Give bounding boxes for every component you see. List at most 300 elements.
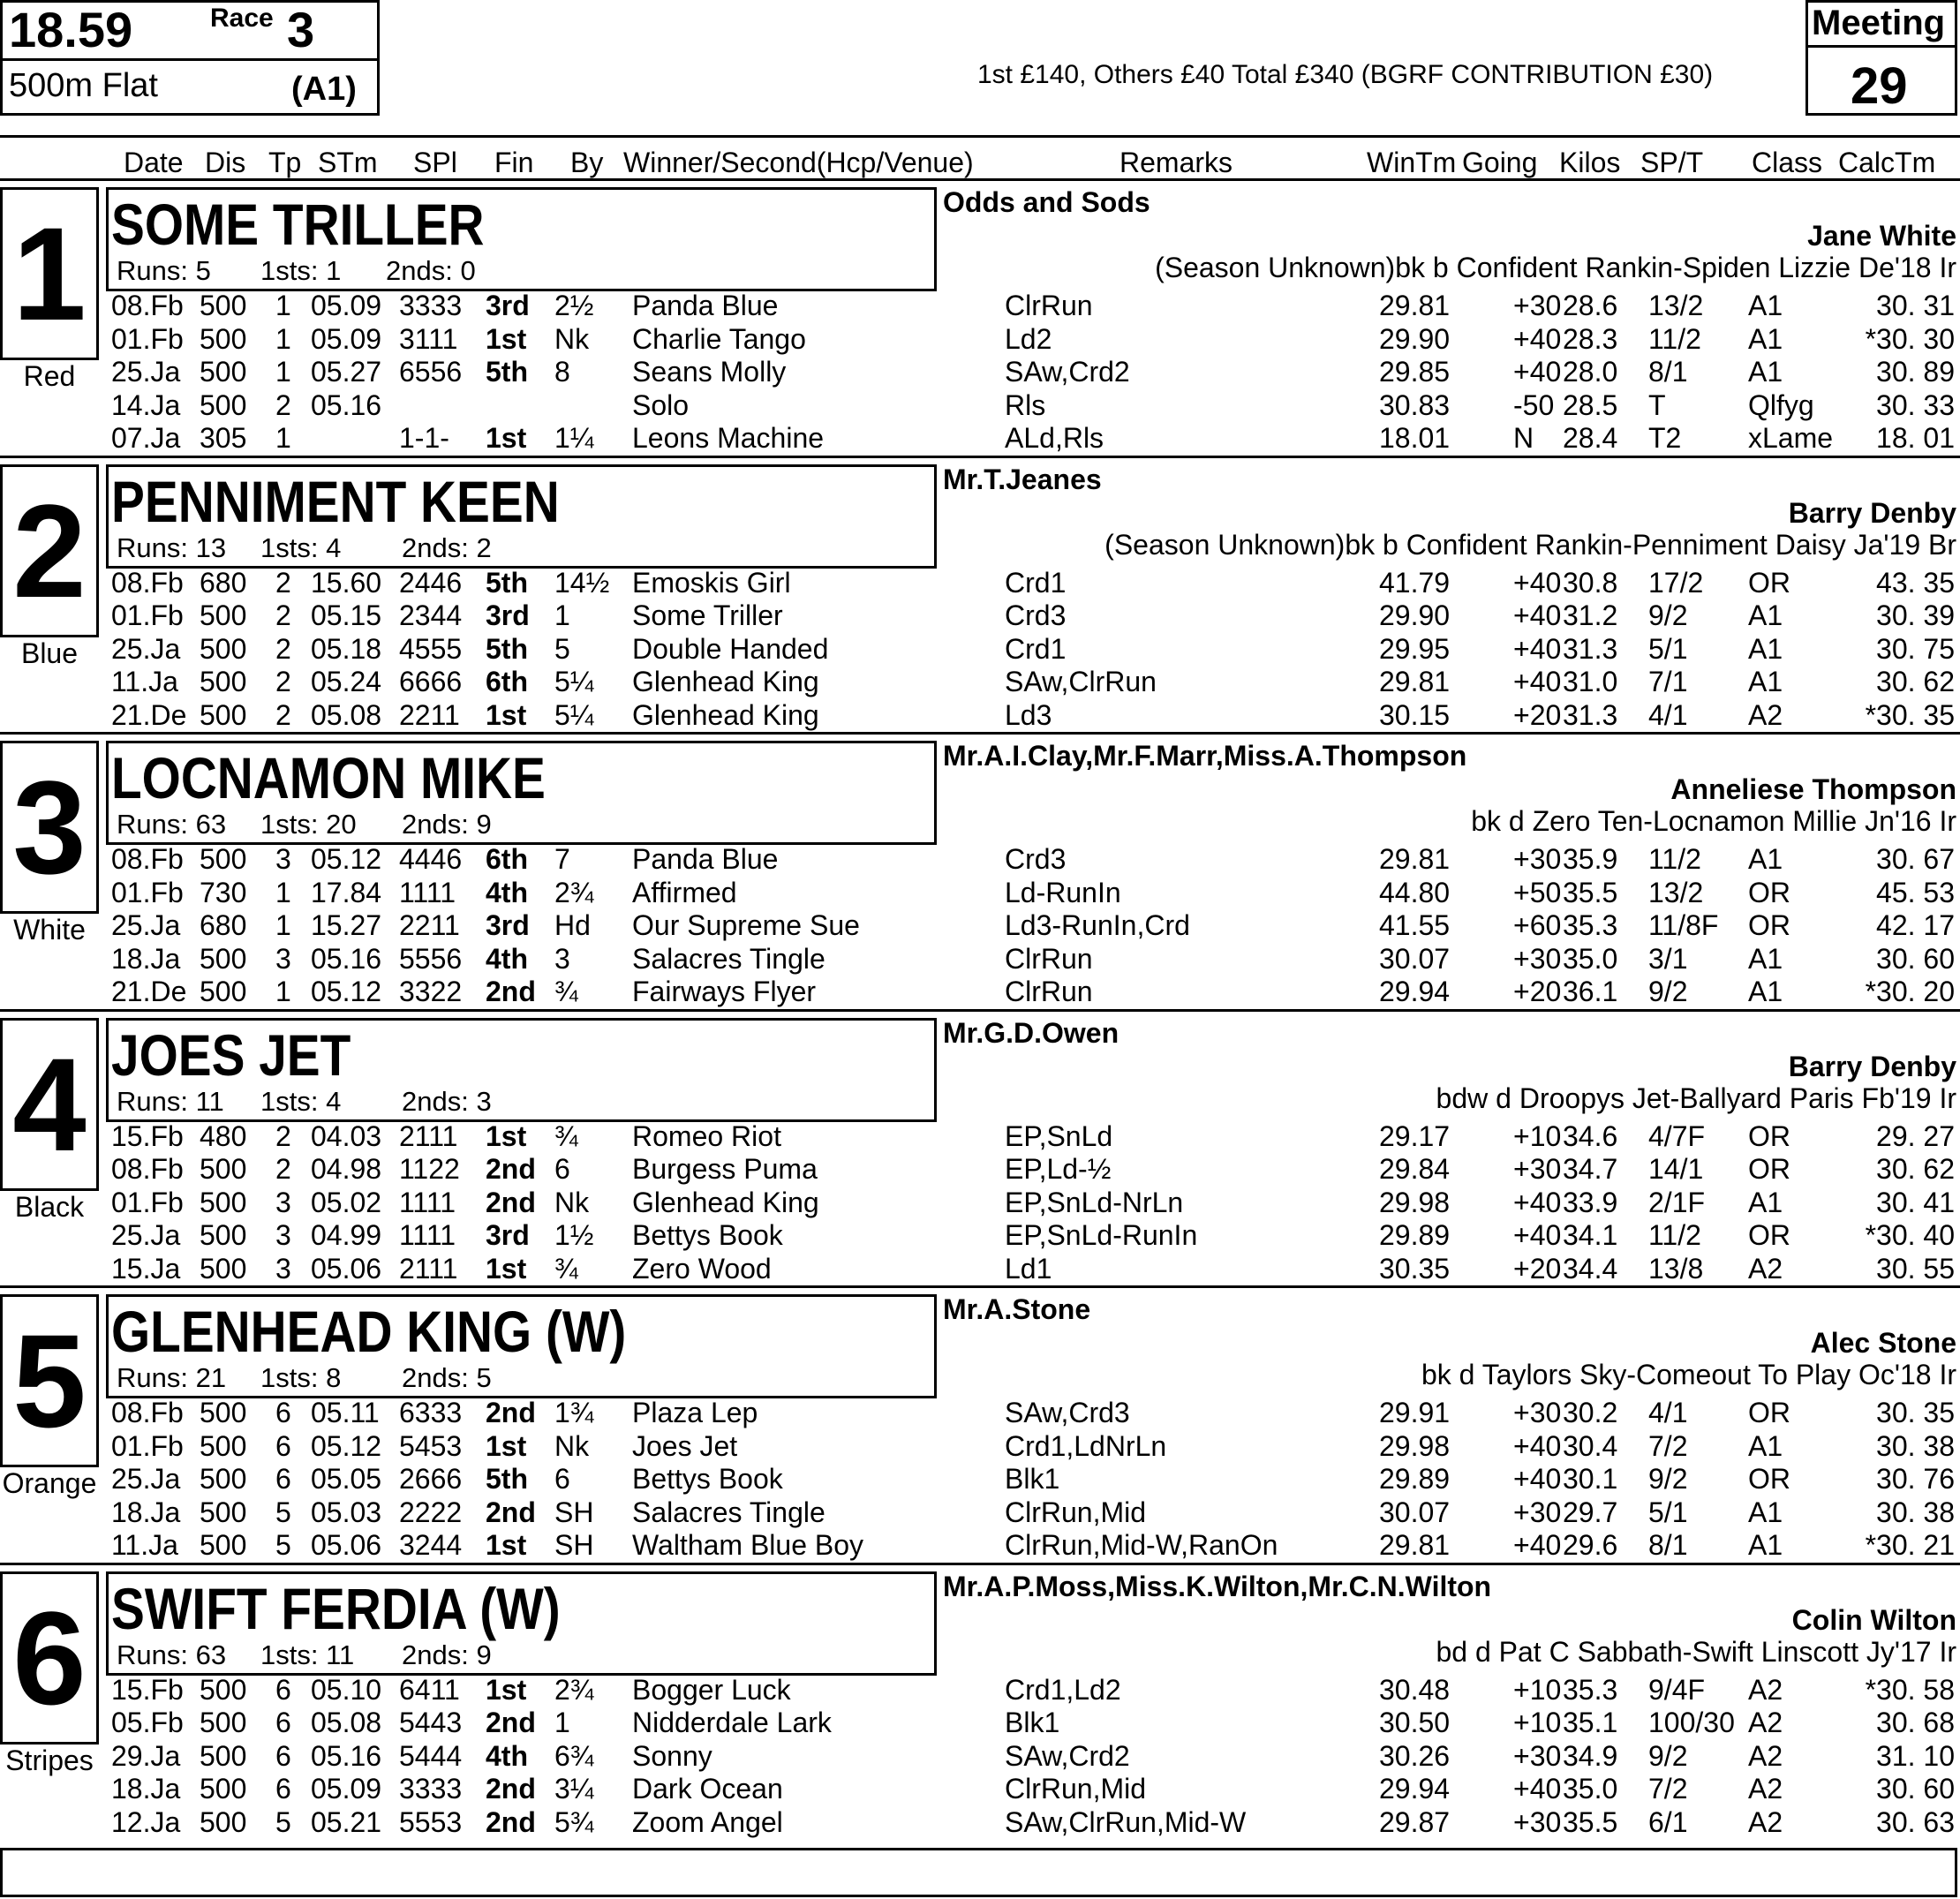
- form-row: [0, 322, 1960, 356]
- form-winner: Glenhead King: [632, 1186, 819, 1218]
- form-stm: 15.60: [311, 566, 382, 599]
- trap-color: Red: [23, 360, 76, 392]
- form-remarks: Crd1: [1005, 566, 1067, 599]
- form-kilos: 35.5: [1563, 876, 1618, 908]
- form-going: +40: [1513, 1429, 1562, 1462]
- form-row: [0, 289, 1960, 322]
- form-tp: 1: [275, 290, 291, 321]
- form-wintm: 29.98: [1379, 1429, 1451, 1462]
- form-tp: 2: [275, 1153, 291, 1186]
- trap-number: 2: [12, 476, 87, 625]
- form-stm: 05.16: [311, 942, 382, 975]
- form-cls: OR: [1748, 1219, 1790, 1252]
- form-cls: OR: [1748, 1153, 1790, 1186]
- form-spt: T: [1648, 388, 1666, 421]
- form-by: 5¼: [554, 698, 594, 731]
- form-spl: 3244: [399, 1529, 463, 1562]
- form-calc: 30. 41: [1876, 1186, 1955, 1218]
- form-by: 1: [554, 1707, 570, 1739]
- form-spt: 4/7F: [1648, 1119, 1706, 1152]
- form-going: +20: [1513, 1252, 1562, 1285]
- form-by: Nk: [554, 1429, 590, 1462]
- form-kilos: 35.9: [1563, 843, 1618, 875]
- form-remarks: Ld3-RunIn,Crd: [1005, 909, 1190, 942]
- form-spl: 5553: [399, 1805, 463, 1838]
- breeding: bd d Pat C Sabbath-Swift Linscott Jy'17 Ir: [1436, 1635, 1956, 1668]
- form-spt: 11/8F: [1648, 909, 1719, 942]
- form-kilos: 31.2: [1563, 599, 1618, 632]
- breeding: bk d Zero Ten-Locnamon Millie Jn'16 Ir: [1471, 805, 1956, 837]
- form-stm: 05.05: [311, 1463, 382, 1496]
- form-calc: *30. 58: [1865, 1673, 1955, 1706]
- form-winner: Glenhead King: [632, 666, 819, 698]
- form-fin: 5th: [486, 566, 528, 599]
- form-calc: 30. 76: [1876, 1463, 1955, 1496]
- col-dis: Dis: [205, 147, 246, 178]
- dog-seconds: 2nds: 9: [402, 809, 492, 840]
- form-kilos: 28.0: [1563, 356, 1618, 388]
- col-spl: SPl: [413, 147, 457, 178]
- form-tp: 3: [275, 1186, 291, 1218]
- dog-firsts: 1sts: 20: [260, 809, 357, 840]
- form-going: +40: [1513, 322, 1562, 355]
- meeting-label: Meeting: [1812, 4, 1946, 42]
- form-winner: Waltham Blue Boy: [632, 1529, 864, 1562]
- form-wintm: 29.81: [1379, 843, 1451, 875]
- form-calc: 30. 60: [1876, 942, 1955, 975]
- dog-seconds: 2nds: 9: [402, 1639, 492, 1670]
- form-dis: 500: [200, 388, 247, 421]
- runner-rule: [0, 1009, 1960, 1012]
- form-kilos: 28.5: [1563, 388, 1618, 421]
- form-dis: 500: [200, 1463, 247, 1496]
- form-cls: OR: [1748, 1119, 1790, 1152]
- form-spl: 2211: [399, 909, 460, 942]
- form-tp: 1: [275, 876, 291, 908]
- form-tp: 1: [275, 322, 291, 355]
- form-calc: 30. 60: [1876, 1773, 1955, 1805]
- form-date: 08.Fb: [111, 566, 184, 599]
- runner-rule: [0, 1563, 1960, 1565]
- form-row: [0, 421, 1960, 455]
- form-tp: 6: [275, 1463, 291, 1496]
- form-winner: Bettys Book: [632, 1463, 783, 1496]
- dog-runs: Runs: 63: [117, 1639, 227, 1670]
- form-dis: 305: [200, 422, 247, 455]
- col-winner: Winner/Second(Hcp/Venue): [623, 147, 974, 178]
- form-winner: Glenhead King: [632, 698, 819, 731]
- form-kilos: 35.3: [1563, 909, 1618, 942]
- form-kilos: 34.6: [1563, 1119, 1618, 1152]
- form-tp: 6: [275, 1707, 291, 1739]
- form-date: 25.Ja: [111, 909, 181, 942]
- form-fin: 3rd: [486, 290, 530, 321]
- form-date: 15.Ja: [111, 1252, 181, 1285]
- form-date: 08.Fb: [111, 843, 184, 875]
- col-class: Class: [1752, 147, 1823, 178]
- form-cls: A1: [1748, 1186, 1783, 1218]
- form-date: 18.Ja: [111, 1773, 181, 1805]
- form-by: 14½: [554, 566, 610, 599]
- dog-name: SOME TRILLER: [111, 192, 485, 257]
- form-spt: 7/1: [1648, 666, 1688, 698]
- form-spl: 2666: [399, 1463, 463, 1496]
- form-row: [0, 908, 1960, 942]
- form-fin: 2nd: [486, 1153, 536, 1186]
- form-row: [0, 1673, 1960, 1707]
- form-cls: A1: [1748, 632, 1783, 665]
- form-remarks: SAw,Crd3: [1005, 1397, 1130, 1428]
- form-spl: 2211: [399, 698, 460, 731]
- form-tp: 5: [275, 1805, 291, 1838]
- form-wintm: 30.07: [1379, 942, 1451, 975]
- form-spl: 2111: [399, 1252, 458, 1285]
- breeding: (Season Unknown)bk b Confident Rankin-Spiden Lizzie De'18 Ir: [1155, 252, 1956, 283]
- form-by: Nk: [554, 1186, 590, 1218]
- form-calc: 30. 67: [1876, 843, 1955, 875]
- form-row: [0, 1186, 1960, 1219]
- form-going: +10: [1513, 1673, 1562, 1706]
- form-by: 3¼: [554, 1773, 594, 1805]
- form-winner: Bettys Book: [632, 1219, 783, 1252]
- form-stm: 15.27: [311, 909, 382, 942]
- race-time: 18.59: [9, 2, 133, 57]
- form-fin: 4th: [486, 1739, 528, 1772]
- form-date: 11.Ja: [111, 1529, 178, 1562]
- form-row: [0, 1252, 1960, 1285]
- form-row: [0, 1805, 1960, 1839]
- runner-rule: [0, 178, 1960, 181]
- form-tp: 3: [275, 1252, 291, 1285]
- form-remarks: ALd,Rls: [1005, 422, 1104, 455]
- form-remarks: ClrRun,Mid: [1005, 1773, 1147, 1805]
- form-date: 01.Fb: [111, 1186, 184, 1218]
- runner-block: [0, 1569, 1960, 1846]
- form-kilos: 30.2: [1563, 1397, 1618, 1428]
- form-stm: 04.98: [311, 1153, 382, 1186]
- form-remarks: EP,SnLd-RunIn: [1005, 1219, 1198, 1252]
- form-fin: 5th: [486, 356, 528, 388]
- form-cls: A1: [1748, 1496, 1783, 1528]
- form-row: [0, 1396, 1960, 1429]
- form-tp: 3: [275, 1219, 291, 1252]
- form-by: 1¼: [554, 422, 594, 455]
- form-spt: 3/1: [1648, 942, 1688, 975]
- trainer: Barry Denby: [1788, 1050, 1956, 1082]
- form-tp: 3: [275, 942, 291, 975]
- form-winner: Some Triller: [632, 599, 783, 632]
- form-tp: 2: [275, 698, 291, 731]
- form-wintm: 41.55: [1379, 909, 1451, 942]
- dog-seconds: 2nds: 2: [402, 531, 492, 563]
- dog-name: SWIFT FERDIA (W): [111, 1575, 561, 1641]
- form-kilos: 28.3: [1563, 322, 1618, 355]
- form-wintm: 29.90: [1379, 599, 1451, 632]
- form-spl: 1111: [399, 1186, 456, 1218]
- form-going: +50: [1513, 876, 1562, 908]
- form-winner: Zero Wood: [632, 1252, 772, 1285]
- form-kilos: 34.4: [1563, 1252, 1618, 1285]
- form-dis: 500: [200, 1252, 247, 1285]
- race-info-divider: [0, 58, 380, 61]
- form-spt: 100/30: [1648, 1707, 1735, 1739]
- form-by: 5¼: [554, 666, 594, 698]
- col-calctm: CalcTm: [1838, 147, 1936, 178]
- form-fin: 1st: [486, 698, 527, 731]
- form-going: +30: [1513, 942, 1562, 975]
- form-fin: 6th: [486, 843, 528, 875]
- breeding: (Season Unknown)bk b Confident Rankin-Penniment Daisy Ja'19 Br: [1104, 528, 1956, 561]
- form-winner: Zoom Angel: [632, 1805, 783, 1838]
- form-row: [0, 566, 1960, 599]
- form-remarks: Ld-RunIn: [1005, 876, 1121, 908]
- form-cls: A1: [1748, 1429, 1783, 1462]
- form-date: 15.Fb: [111, 1119, 184, 1152]
- runner-rule: [0, 732, 1960, 735]
- trainer: Barry Denby: [1788, 496, 1956, 529]
- form-fin: 3rd: [486, 909, 530, 942]
- form-spl: 1122: [399, 1153, 460, 1186]
- form-winner: Romeo Riot: [632, 1119, 781, 1152]
- form-cls: A2: [1748, 1673, 1783, 1706]
- dog-seconds: 2nds: 0: [386, 255, 476, 286]
- form-calc: *30. 35: [1865, 698, 1955, 731]
- form-stm: 05.16: [311, 1739, 382, 1772]
- form-winner: Dark Ocean: [632, 1773, 783, 1805]
- form-stm: 05.09: [311, 322, 382, 355]
- trap-number: 5: [12, 1307, 87, 1455]
- form-fin: 4th: [486, 876, 528, 908]
- form-going: N: [1513, 422, 1534, 455]
- form-remarks: Rls: [1005, 388, 1046, 421]
- form-kilos: 36.1: [1563, 976, 1618, 1008]
- form-row: [0, 698, 1960, 732]
- form-tp: 2: [275, 388, 291, 421]
- form-row: [0, 1429, 1960, 1463]
- form-cls: A1: [1748, 1529, 1783, 1562]
- form-spt: 9/2: [1648, 1739, 1688, 1772]
- form-spt: 6/1: [1648, 1805, 1688, 1838]
- form-spt: 4/1: [1648, 1397, 1688, 1428]
- form-wintm: 30.50: [1379, 1707, 1451, 1739]
- col-spt: SP/T: [1640, 147, 1704, 178]
- form-cls: A2: [1748, 1739, 1783, 1772]
- form-date: 21.De: [111, 976, 187, 1008]
- form-spl: 5556: [399, 942, 463, 975]
- form-remarks: Blk1: [1005, 1707, 1060, 1739]
- form-going: +30: [1513, 290, 1562, 321]
- form-tp: 6: [275, 1673, 291, 1706]
- form-dis: 680: [200, 909, 247, 942]
- form-calc: 43. 35: [1876, 566, 1955, 599]
- form-stm: 05.09: [311, 1773, 382, 1805]
- form-winner: Charlie Tango: [632, 322, 806, 355]
- form-going: +20: [1513, 698, 1562, 731]
- form-going: +40: [1513, 666, 1562, 698]
- form-by: 5¾: [554, 1805, 594, 1838]
- form-tp: 6: [275, 1739, 291, 1772]
- form-dis: 500: [200, 698, 247, 731]
- dog-runs: Runs: 5: [117, 255, 211, 286]
- trap-color: White: [13, 914, 86, 946]
- form-by: 6: [554, 1153, 570, 1186]
- form-dis: 500: [200, 1673, 247, 1706]
- form-kilos: 34.9: [1563, 1739, 1618, 1772]
- form-tp: 2: [275, 566, 291, 599]
- form-spl: 3333: [399, 1773, 463, 1805]
- col-fin: Fin: [494, 147, 534, 178]
- owner: Mr.G.D.Owen: [943, 1016, 1119, 1049]
- form-wintm: 30.48: [1379, 1673, 1451, 1706]
- form-calc: *30. 21: [1865, 1529, 1955, 1562]
- form-spl: 1-1-: [399, 422, 449, 455]
- form-by: ¾: [554, 976, 578, 1008]
- form-by: 3: [554, 942, 570, 975]
- runner-rule: [0, 1285, 1960, 1288]
- form-row: [0, 1218, 1960, 1252]
- form-stm: 05.16: [311, 388, 382, 421]
- form-spl: 1111: [399, 876, 456, 908]
- form-stm: 05.11: [311, 1397, 380, 1428]
- form-spl: 5444: [399, 1739, 463, 1772]
- form-date: 25.Ja: [111, 1219, 181, 1252]
- form-spl: 1111: [399, 1219, 456, 1252]
- form-date: 29.Ja: [111, 1739, 181, 1772]
- form-date: 08.Fb: [111, 1397, 184, 1428]
- form-wintm: 29.87: [1379, 1805, 1451, 1838]
- form-spt: 7/2: [1648, 1773, 1688, 1805]
- form-fin: 6th: [486, 666, 528, 698]
- form-date: 21.De: [111, 698, 187, 731]
- form-date: 25.Ja: [111, 1463, 181, 1496]
- form-dis: 500: [200, 290, 247, 321]
- form-dis: 730: [200, 876, 247, 908]
- form-date: 08.Fb: [111, 290, 184, 321]
- form-spl: 3111: [399, 322, 458, 355]
- form-by: 2¾: [554, 876, 594, 908]
- form-dis: 500: [200, 1707, 247, 1739]
- form-wintm: 29.95: [1379, 632, 1451, 665]
- form-wintm: 29.89: [1379, 1463, 1451, 1496]
- form-date: 25.Ja: [111, 356, 181, 388]
- form-cls: A1: [1748, 666, 1783, 698]
- trap-number: 6: [12, 1583, 87, 1732]
- form-dis: 500: [200, 976, 247, 1008]
- form-remarks: SAw,Crd2: [1005, 1739, 1130, 1772]
- form-tp: 1: [275, 909, 291, 942]
- col-wintm: WinTm: [1367, 147, 1457, 178]
- form-going: +40: [1513, 1529, 1562, 1562]
- form-row: [0, 1528, 1960, 1562]
- form-cls: A1: [1748, 356, 1783, 388]
- trainer: Anneliese Thompson: [1670, 773, 1956, 805]
- form-dis: 500: [200, 1496, 247, 1528]
- form-spl: 6666: [399, 666, 463, 698]
- form-calc: 30. 62: [1876, 1153, 1955, 1186]
- form-by: SH: [554, 1529, 594, 1562]
- form-wintm: 29.91: [1379, 1397, 1451, 1428]
- form-going: +40: [1513, 356, 1562, 388]
- form-dis: 500: [200, 843, 247, 875]
- form-row: [0, 1119, 1960, 1153]
- form-remarks: Crd3: [1005, 843, 1067, 875]
- prize-money: 1st £140, Others £40 Total £340 (BGRF CONTRIBUTION £30): [977, 60, 1714, 89]
- form-cls: A1: [1748, 843, 1783, 875]
- form-fin: 1st: [486, 1119, 527, 1152]
- form-remarks: ClrRun: [1005, 976, 1093, 1008]
- form-winner: Salacres Tingle: [632, 1496, 825, 1528]
- form-wintm: 30.26: [1379, 1739, 1451, 1772]
- form-date: 14.Ja: [111, 388, 181, 421]
- form-wintm: 44.80: [1379, 876, 1451, 908]
- form-calc: *30. 30: [1865, 322, 1955, 355]
- form-fin: 2nd: [486, 1496, 536, 1528]
- form-calc: 45. 53: [1876, 876, 1955, 908]
- owner: Mr.A.P.Moss,Miss.K.Wilton,Mr.C.N.Wilton: [943, 1570, 1492, 1602]
- form-going: +40: [1513, 1773, 1562, 1805]
- form-tp: 1: [275, 976, 291, 1008]
- form-stm: 05.08: [311, 698, 382, 731]
- form-remarks: ClrRun: [1005, 290, 1093, 321]
- form-calc: 30. 33: [1876, 388, 1955, 421]
- form-dis: 500: [200, 1739, 247, 1772]
- form-winner: Seans Molly: [632, 356, 787, 388]
- form-stm: 17.84: [311, 876, 382, 908]
- col-tp: Tp: [268, 147, 302, 178]
- form-remarks: Blk1: [1005, 1463, 1060, 1496]
- form-winner: Solo: [632, 388, 690, 421]
- form-row: [0, 842, 1960, 876]
- form-cls: A1: [1748, 976, 1783, 1008]
- form-kilos: 31.3: [1563, 632, 1618, 665]
- form-wintm: 29.98: [1379, 1186, 1451, 1218]
- form-kilos: 33.9: [1563, 1186, 1618, 1218]
- form-by: ¾: [554, 1119, 578, 1152]
- form-spt: 9/4F: [1648, 1673, 1706, 1706]
- form-spt: 11/2: [1648, 1219, 1701, 1252]
- form-spt: 11/2: [1648, 322, 1701, 355]
- form-kilos: 28.4: [1563, 422, 1618, 455]
- form-kilos: 31.3: [1563, 698, 1618, 731]
- form-kilos: 31.0: [1563, 666, 1618, 698]
- form-fin: 1st: [486, 1429, 527, 1462]
- form-wintm: 29.85: [1379, 356, 1451, 388]
- form-tp: 6: [275, 1397, 291, 1428]
- form-spl: 6411: [399, 1673, 460, 1706]
- form-by: ¾: [554, 1252, 578, 1285]
- form-spl: 2111: [399, 1119, 458, 1152]
- form-remarks: Crd1,LdNrLn: [1005, 1429, 1167, 1462]
- form-going: +20: [1513, 976, 1562, 1008]
- trap-color: Orange: [2, 1467, 97, 1499]
- form-dis: 680: [200, 566, 247, 599]
- form-spl: 2222: [399, 1496, 463, 1528]
- form-remarks: Ld2: [1005, 322, 1052, 355]
- form-dis: 500: [200, 1186, 247, 1218]
- form-kilos: 30.4: [1563, 1429, 1618, 1462]
- form-by: 2½: [554, 290, 594, 321]
- form-spt: 5/1: [1648, 1496, 1688, 1528]
- form-stm: 05.08: [311, 1707, 382, 1739]
- form-kilos: 29.6: [1563, 1529, 1618, 1562]
- form-date: 01.Fb: [111, 322, 184, 355]
- dog-name: GLENHEAD KING (W): [111, 1299, 627, 1364]
- form-dis: 500: [200, 942, 247, 975]
- col-by: By: [570, 147, 604, 178]
- form-calc: 30. 38: [1876, 1429, 1955, 1462]
- form-date: 12.Ja: [111, 1805, 181, 1838]
- form-fin: 2nd: [486, 1805, 536, 1838]
